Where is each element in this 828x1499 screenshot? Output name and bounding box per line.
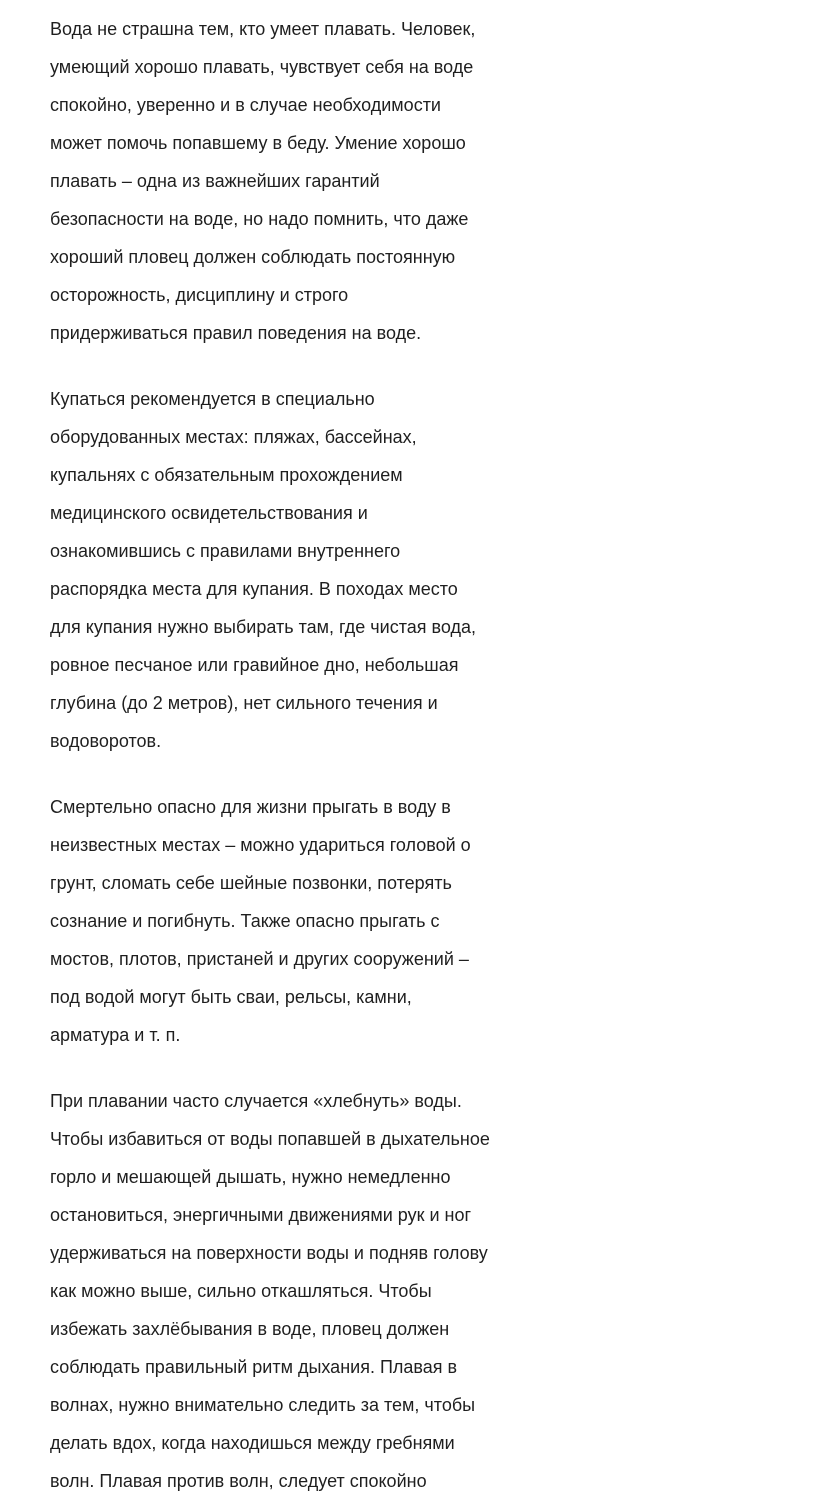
paragraph-line: глубина (до 2 метров), нет сильного течения и xyxy=(50,693,438,713)
paragraph-line: Смертельно опасно для жизни прыгать в воду в xyxy=(50,797,451,817)
paragraph-line: купальнях с обязательным прохождением xyxy=(50,465,403,485)
paragraph-line: мостов, плотов, пристаней и других сооружений – xyxy=(50,949,469,969)
paragraph-line: ознакомившись с правилами внутреннего xyxy=(50,541,401,561)
paragraph-line: удерживаться на поверхности воды и подняв голову xyxy=(50,1243,488,1263)
paragraph-line: оборудованных местах: пляжах, бассейнах, xyxy=(50,427,417,447)
article-paragraph xyxy=(50,380,828,760)
paragraph-line: спокойно, уверенно и в случае необходимости xyxy=(50,95,441,115)
article-paragraph xyxy=(50,10,828,352)
paragraph-line: плавать – одна из важнейших гарантий xyxy=(50,171,380,191)
paragraph-line: под водой могут быть сваи, рельсы, камни, xyxy=(50,987,412,1007)
paragraph-line: умеющий хорошо плавать, чувствует себя на воде xyxy=(50,57,474,77)
paragraph-line: горло и мешающей дышать, нужно немедленно xyxy=(50,1167,451,1187)
paragraph-line: Чтобы избавиться от воды попавшей в дыхательное xyxy=(50,1129,490,1149)
paragraph-line: соблюдать правильный ритм дыхания. Плавая в xyxy=(50,1357,458,1377)
paragraph-line: осторожность, дисциплину и строго xyxy=(50,285,349,305)
paragraph-line: для купания нужно выбирать там, где чистая вода, xyxy=(50,617,477,637)
article-paragraph xyxy=(50,1082,828,1499)
paragraph-line: избежать захлёбывания в воде, пловец должен xyxy=(50,1319,450,1339)
paragraph-line: безопасности на воде, но надо помнить, что даже xyxy=(50,209,469,229)
paragraph-line: ровное песчаное или гравийное дно, небольшая xyxy=(50,655,459,675)
paragraph-line: Вода не страшна тем, кто умеет плавать. Человек, xyxy=(50,19,476,39)
paragraph-line: арматура и т. п. xyxy=(50,1025,181,1045)
paragraph-line: медицинского освидетельствования и xyxy=(50,503,368,523)
paragraph-line: волн. Плавая против волн, следует спокойно xyxy=(50,1471,427,1491)
paragraph-line: грунт, сломать себе шейные позвонки, потерять xyxy=(50,873,452,893)
paragraph-line: остановиться, энергичными движениями рук и ног xyxy=(50,1205,472,1225)
paragraph-line: распорядка места для купания. В походах место xyxy=(50,579,458,599)
article-paragraph xyxy=(50,788,828,1054)
paragraph-line: Купаться рекомендуется в специально xyxy=(50,389,375,409)
paragraph-line: волнах, нужно внимательно следить за тем, чтобы xyxy=(50,1395,476,1415)
paragraph-line: хороший пловец должен соблюдать постоянную xyxy=(50,247,456,267)
paragraph-line: При плавании часто случается «хлебнуть» воды. xyxy=(50,1091,462,1111)
paragraph-line: водоворотов. xyxy=(50,731,162,751)
paragraph-line: сознание и погибнуть. Также опасно прыгать с xyxy=(50,911,440,931)
paragraph-line: как можно выше, сильно откашляться. Чтобы xyxy=(50,1281,432,1301)
paragraph-line: придерживаться правил поведения на воде. xyxy=(50,323,422,343)
paragraph-line: может помочь попавшему в беду. Умение хорошо xyxy=(50,133,466,153)
paragraph-line: делать вдох, когда находишься между гребнями xyxy=(50,1433,455,1453)
paragraph-line: неизвестных местах – можно удариться головой о xyxy=(50,835,471,855)
